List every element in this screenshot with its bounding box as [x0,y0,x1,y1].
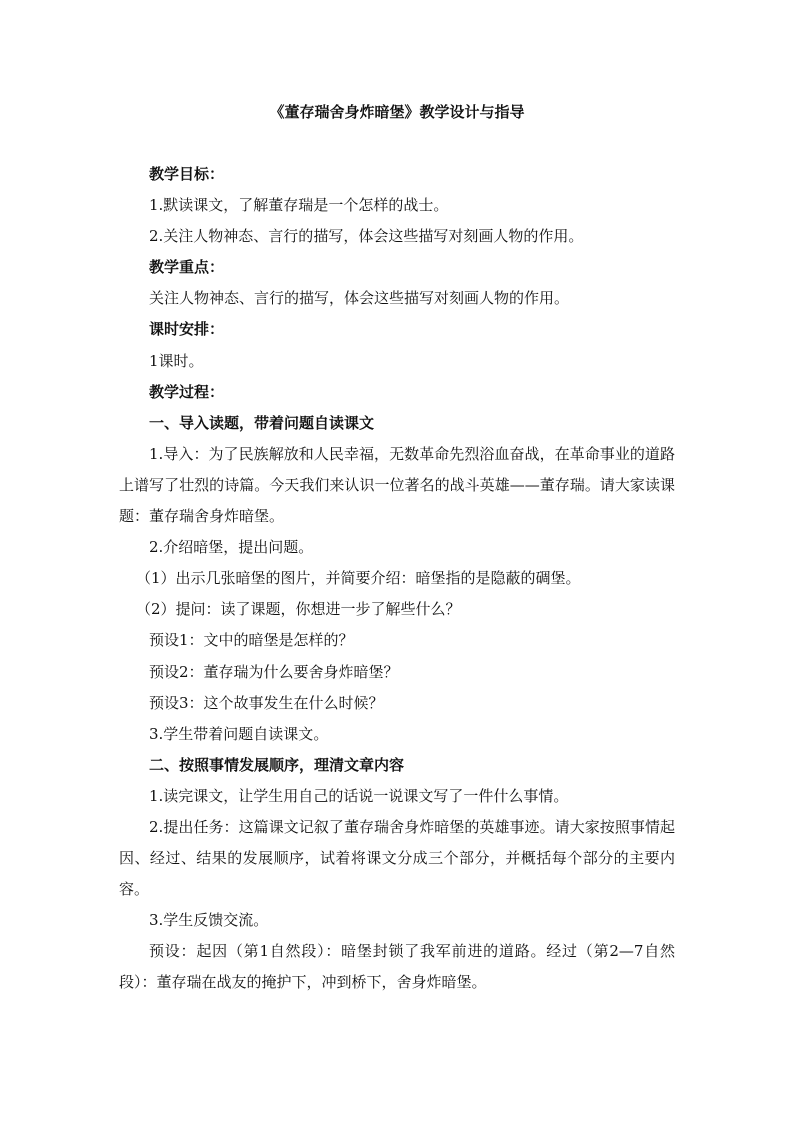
goals-heading: 教学目标： [149,165,225,183]
section-2-paragraph-2 [119,812,675,905]
section-2-preset [119,936,675,998]
section-1-subitem-2: （2）提问：读了课题，你想进一步了解些什么？ [136,600,461,619]
section-1-preset-1: 预设1：文中的暗堡是怎样的？ [149,631,354,650]
goal-1: 1.默读课文，了解董存瑞是一个怎样的战士。 [149,196,449,215]
section-1-preset-2: 预设2：董存瑞为什么要舍身炸暗堡？ [149,662,399,681]
section-1-paragraph-1 [119,439,675,532]
schedule-text: 1课时。 [149,351,204,370]
section-1-preset-3: 预设3：这个故事发生在什么时候？ [149,693,384,712]
document-body [119,159,675,999]
goal-2: 2.关注人物神态、言行的描写，体会这些描写对刻画人物的作用。 [149,227,584,246]
section-1-paragraph-2: 2.介绍暗堡，提出问题。 [149,538,314,557]
section-2-heading: 二、按照事情发展顺序，理清文章内容 [149,755,405,774]
section-1-subitem-1: （1）出示几张暗堡的图片，并简要介绍：暗堡指的是隐蔽的碉堡。 [136,569,581,588]
key-text: 关注人物神态、言行的描写，体会这些描写对刻画人物的作用。 [149,289,570,308]
process-heading: 教学过程： [149,382,225,401]
section-1-paragraph-3: 3.学生带着问题自读课文。 [149,724,329,743]
schedule-heading: 课时安排： [149,320,225,339]
section-1-paragraph-1-text: 1.导入：为了民族解放和人民幸福，无数革命先烈浴血奋战，在革命事业的道路上谱写了壮烈的诗篇。今天我们来认识一位著名的战斗英雄——董存瑞。请大家读课题：董存瑞舍身炸暗堡。 [119,444,675,526]
document-title: 《董存瑞舍身炸暗堡》教学设计与指导 [269,103,525,121]
key-heading: 教学重点： [149,258,225,277]
section-2-preset-text: 预设：起因（第1自然段）：暗堡封锁了我军前进的道路。经过（第2—7自然段）：董存瑞在战友的掩护下，冲到桥下，舍身炸暗堡。 [119,942,675,992]
section-2-paragraph-2-text: 2.提出任务：这篇课文记叙了董存瑞舍身炸暗堡的英雄事迹。请大家按照事情起因、经过、结果的发展顺序，试着将课文分成三个部分，并概括每个部分的主要内容。 [119,817,675,899]
section-2-paragraph-3: 3.学生反馈交流。 [149,911,269,930]
section-2-paragraph-1: 1.读完课文，让学生用自己的话说一说课文写了一件什么事情。 [149,786,569,805]
section-1-heading: 一、导入读题，带着问题自读课文 [149,413,375,432]
